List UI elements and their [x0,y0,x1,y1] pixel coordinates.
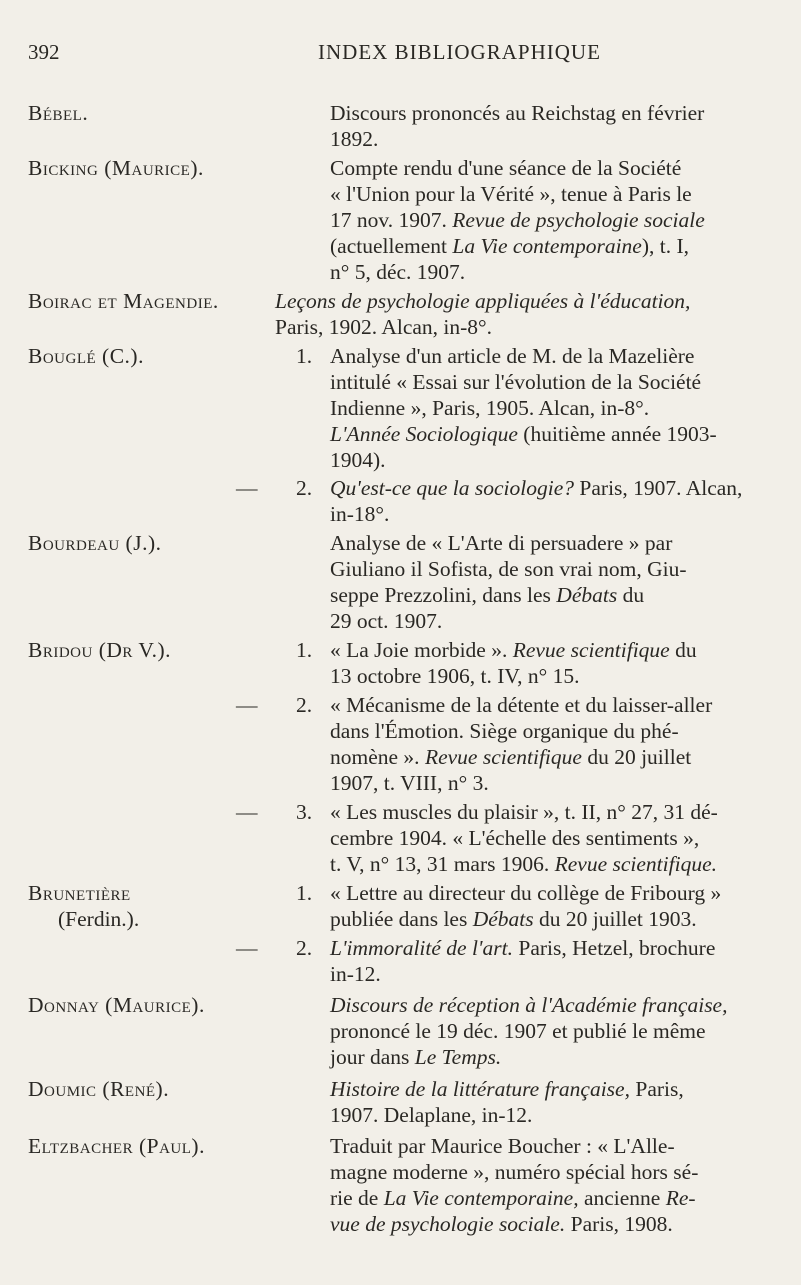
entry-text: Discours prononcés au Reichstag en février [330,101,705,125]
author-name: Bridou (Dr V.). [28,638,172,662]
entry-text: Qu'est-ce que la sociologie? Paris, 1907. Alcan, [330,476,743,500]
entry-text: L'Année Sociologique (huitième année 1903- [330,422,717,446]
item-number: 1. [296,344,313,368]
item-number: 1. [296,638,313,662]
entry-text: seppe Prezzolini, dans les Débats du [330,583,645,607]
entry-text: 17 nov. 1907. Revue de psychologie sociale [330,208,705,232]
author-name: Doumic (René). [28,1077,170,1101]
entry-text: « Mécanisme de la détente et du laisser-aller [330,693,713,717]
entry-text: rie de La Vie contemporaine, ancienne Re- [330,1186,696,1210]
entry-text: Compte rendu d'une séance de la Société [330,156,682,180]
entry-text: Histoire de la littérature française, Paris, [330,1077,684,1101]
entry-text: 1892. [330,127,379,151]
item-number: 1. [296,881,313,905]
entry-text: « l'Union pour la Vérité », tenue à Paris le [330,182,692,206]
entry-text: Giuliano il Sofista, de son vrai nom, Giu- [330,557,687,581]
entry-text: « La Joie morbide ». Revue scientifique du [330,638,697,662]
item-number: 2. [296,476,313,500]
entry-text: « Les muscles du plaisir », t. II, n° 27, 31 dé- [330,800,718,824]
author-name: Bébel. [28,101,89,125]
ditto-dash: — [236,693,258,717]
entry-text: Analyse d'un article de M. de la Mazelière [330,344,695,368]
entry-text: 29 oct. 1907. [330,609,443,633]
entry-text: prononcé le 19 déc. 1907 et publié le même [330,1019,706,1043]
running-head: INDEX BIBLIOGRAPHIQUE [318,40,601,64]
entry-text: intitulé « Essai sur l'évolution de la Société [330,370,702,394]
entry-text: 1907. Delaplane, in-12. [330,1103,533,1127]
item-number: 2. [296,693,313,717]
entry-text: 1907, t. VIII, n° 3. [330,771,489,795]
entry-text: n° 5, déc. 1907. [330,260,466,284]
entry-text: Leçons de psychologie appliquées à l'éducation, [275,289,691,313]
entry-text: cembre 1904. « L'échelle des sentiments », [330,826,700,850]
author-name: Brunetière [28,881,131,905]
entry-text: Discours de réception à l'Académie française, [330,993,728,1017]
page-number: 392 [28,40,60,64]
page-header [28,40,773,70]
entry-text: 1904). [330,448,386,472]
author-name: Bouglé (C.). [28,344,144,368]
entry-text: Analyse de « L'Arte di persuadere » par [330,531,673,555]
author-name: Eltzbacher (Paul). [28,1134,205,1158]
entry-text: dans l'Émotion. Siège organique du phé- [330,719,679,743]
entry-text: vue de psychologie sociale. Paris, 1908. [330,1212,673,1236]
item-number: 2. [296,936,313,960]
entry-text: (actuellement La Vie contemporaine), t. I, [330,234,690,258]
entry-text: Paris, 1902. Alcan, in-8°. [275,315,493,339]
item-number: 3. [296,800,313,824]
author-forename: (Ferdin.). [58,907,140,931]
entry-text: « Lettre au directeur du collège de Fribourg » [330,881,722,905]
entry-text: Indienne », Paris, 1905. Alcan, in-8°. [330,396,650,420]
entry-text: publiée dans les Débats du 20 juillet 1903. [330,907,697,931]
entry-text: in-18°. [330,502,390,526]
ditto-dash: — [236,800,258,824]
author-name: Donnay (Maurice). [28,993,205,1017]
entry-text: magne moderne », numéro spécial hors sé- [330,1160,699,1184]
author-name: Bicking (Maurice). [28,156,204,180]
entry-text: 13 octobre 1906, t. IV, n° 15. [330,664,580,688]
entry-text: nomène ». Revue scientifique du 20 juillet [330,745,692,769]
author-name: Bourdeau (J.). [28,531,162,555]
ditto-dash: — [236,476,258,500]
entry-text: Traduit par Maurice Boucher : « L'Alle- [330,1134,675,1158]
entry-text: t. V, n° 13, 31 mars 1906. Revue scientifique. [330,852,717,876]
entry-text: jour dans Le Temps. [330,1045,502,1069]
author-name: Boirac et Magendie. [28,289,219,313]
entry-text: in-12. [330,962,381,986]
ditto-dash: — [236,936,258,960]
entry-text: L'immoralité de l'art. Paris, Hetzel, brochure [330,936,716,960]
